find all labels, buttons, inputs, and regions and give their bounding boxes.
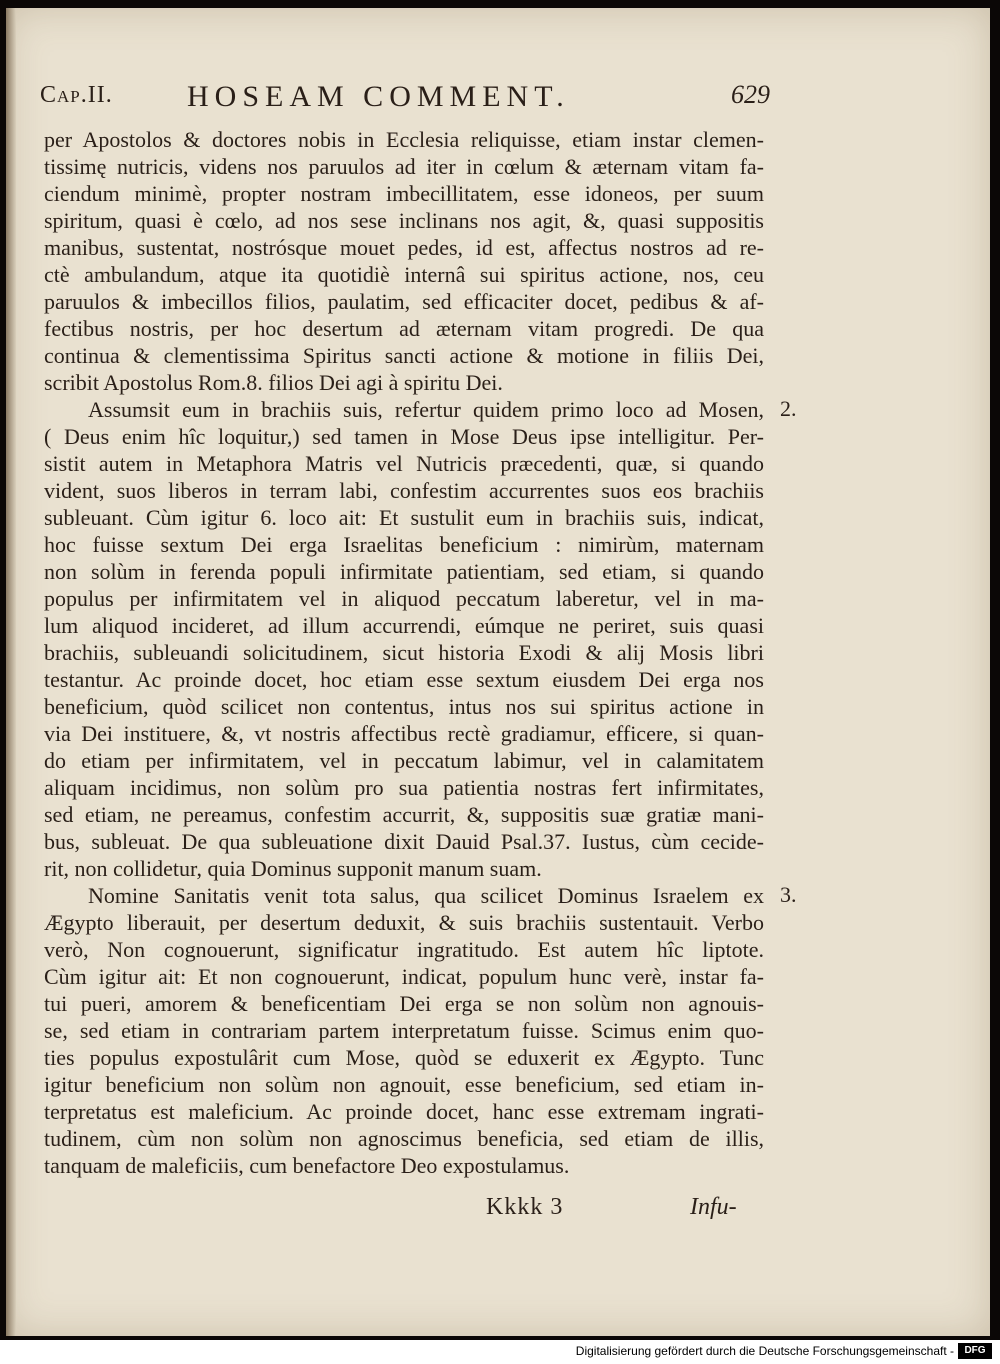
- text-line: populus per infirmitatem vel in aliquod peccatum laberetur, vel in ma-: [44, 586, 764, 611]
- text-line: ( Deus enim hîc loquitur,) sed tamen in Mose Deus ipse intelligitur. Per-: [44, 424, 764, 449]
- text-line: tui pueri, amorem & beneficentiam Dei erga se non solùm non agnouis-: [44, 991, 764, 1016]
- text-line: vident, suos liberos in terram labi, confestim accurrentes suos eos brachiis: [44, 478, 764, 503]
- text-line: Ægypto liberauit, per desertum deduxit, & suis brachiis sustentauit. Verbo: [44, 910, 764, 935]
- text-line: ties populus expostulârit cum Mose, quòd se eduxerit ex Ægypto. Tunc: [44, 1045, 764, 1070]
- text-line: per Apostolos & doctores nobis in Ecclesia reliquisse, etiam instar clemen-: [44, 127, 764, 152]
- text-line: tudinem, cùm non solùm non agnoscimus beneficia, sed etiam de illis,: [44, 1126, 764, 1151]
- text-line: fectibus nostris, per hoc desertum ad æternam vitam progredi. De qua: [44, 316, 764, 341]
- text-line: rit, non collidetur, quia Dominus supponit manum suam.: [44, 856, 542, 881]
- text-line: via Dei instituere, &, vt nostris affectibus rectè gradiamur, efficere, si quan-: [44, 721, 764, 746]
- signature-mark: Kkkk 3: [486, 1194, 564, 1220]
- margin-note-number: 3.: [780, 882, 797, 907]
- text-line: continua & clementissima Spiritus sancti actione & motione in filiis Dei,: [44, 343, 764, 368]
- text-line: Assumsit eum in brachiis suis, refertur quidem primo loco ad Mosen,: [88, 397, 764, 422]
- margin-note-number: 2.: [780, 396, 797, 421]
- text-line: ctè ambulandum, atque ita quotidiè internâ sui spiritus actione, nos, ceu: [44, 262, 764, 287]
- page-edge: [6, 8, 16, 1336]
- body-text: [44, 126, 764, 1179]
- text-line: sed etiam, ne pereamus, confestim accurrit, &, suppositis suæ gratiæ mani-: [44, 802, 764, 827]
- text-line: manibus, sustentat, nostrósque mouet pedes, id est, affectus nostros ad re-: [44, 235, 764, 260]
- running-title: HOSEAM COMMENT.: [187, 80, 570, 113]
- text-line: subleuant. Cùm igitur 6. loco ait: Et sustulit eum in brachiis suis, indicat,: [44, 505, 764, 530]
- text-line: paruulos & imbecillos filios, paulatim, sed efficaciter docet, pedibus & af-: [44, 289, 764, 314]
- text-line: non solùm in ferenda populi infirmitate patientiam, sed etiam, si quando: [44, 559, 764, 584]
- text-line: hoc fuisse sextum Dei erga Israelitas beneficium : nimirùm, maternam: [44, 532, 764, 557]
- text-line: verò, Non cognouerunt, significatur ingratitudo. Est autem hîc liptote.: [44, 937, 764, 962]
- text-line: ciendum minimè, propter nostram imbecillitatem, esse idoneos, per suum: [44, 181, 764, 206]
- dfg-logo: DFG: [958, 1343, 992, 1359]
- text-line: testantur. Ac proinde docet, hoc etiam esse sextum eiusdem Dei erga nos: [44, 667, 764, 692]
- text-line: scribit Apostolus Rom.8. filios Dei agi à spiritu Dei.: [44, 370, 503, 395]
- text-line: aliquam incidimus, non solùm pro sua patientia nostras fert infirmitates,: [44, 775, 764, 800]
- text-line: do etiam per infirmitatem, vel in peccatum labimur, vel in calamitatem: [44, 748, 764, 773]
- chapter-label: Cap.II.: [40, 82, 113, 108]
- footer-bar: [0, 1340, 1000, 1364]
- text-line: tanquam de maleficiis, cum benefactore Deo expostulamus.: [44, 1153, 570, 1178]
- text-line: se, sed etiam in contrariam partem interpretatum fuisse. Scimus enim quo-: [44, 1018, 764, 1043]
- funding-credit: Digitalisierung gefördert durch die Deutsche Forschungsgemeinschaft -: [575, 1344, 954, 1358]
- text-line: sistit autem in Metaphora Matris vel Nutricis præcedenti, quæ, si quando: [44, 451, 764, 476]
- text-line: bus, subleuat. De qua subleuatione dixit Dauid Psal.37. Iustus, cùm cecide-: [44, 829, 764, 854]
- text-line: terpretatus est maleficium. Ac proinde docet, hanc esse extremam ingrati-: [44, 1099, 764, 1124]
- text-line: spiritum, quasi è cœlo, ad nos sese inclinans nos agit, &, quasi suppositis: [44, 208, 764, 233]
- catchword: Infu-: [690, 1194, 737, 1220]
- text-line: lum aliquod incideret, ad illum accurrendi, eúmque ne periret, suis quasi: [44, 613, 764, 638]
- text-line: Nomine Sanitatis venit tota salus, qua scilicet Dominus Israelem ex: [88, 883, 764, 908]
- text-line: igitur beneficium non solùm non agnouit, esse beneficium, sed etiam in-: [44, 1072, 764, 1097]
- text-line: tissimę nutricis, videns nos paruulos ad iter in cœlum & æternam vitam fa-: [44, 154, 764, 179]
- text-line: brachiis, subleuandi solicitudinem, sicut historia Exodi & alij Mosis libri: [44, 640, 764, 665]
- page-number: 629: [731, 80, 770, 109]
- text-line: Cùm igitur ait: Et non cognouerunt, indicat, populum hunc verè, instar fa-: [44, 964, 764, 989]
- running-header: [40, 80, 770, 120]
- text-line: beneficium, quòd scilicet non contentus, intus nos sui spiritus actione in: [44, 694, 764, 719]
